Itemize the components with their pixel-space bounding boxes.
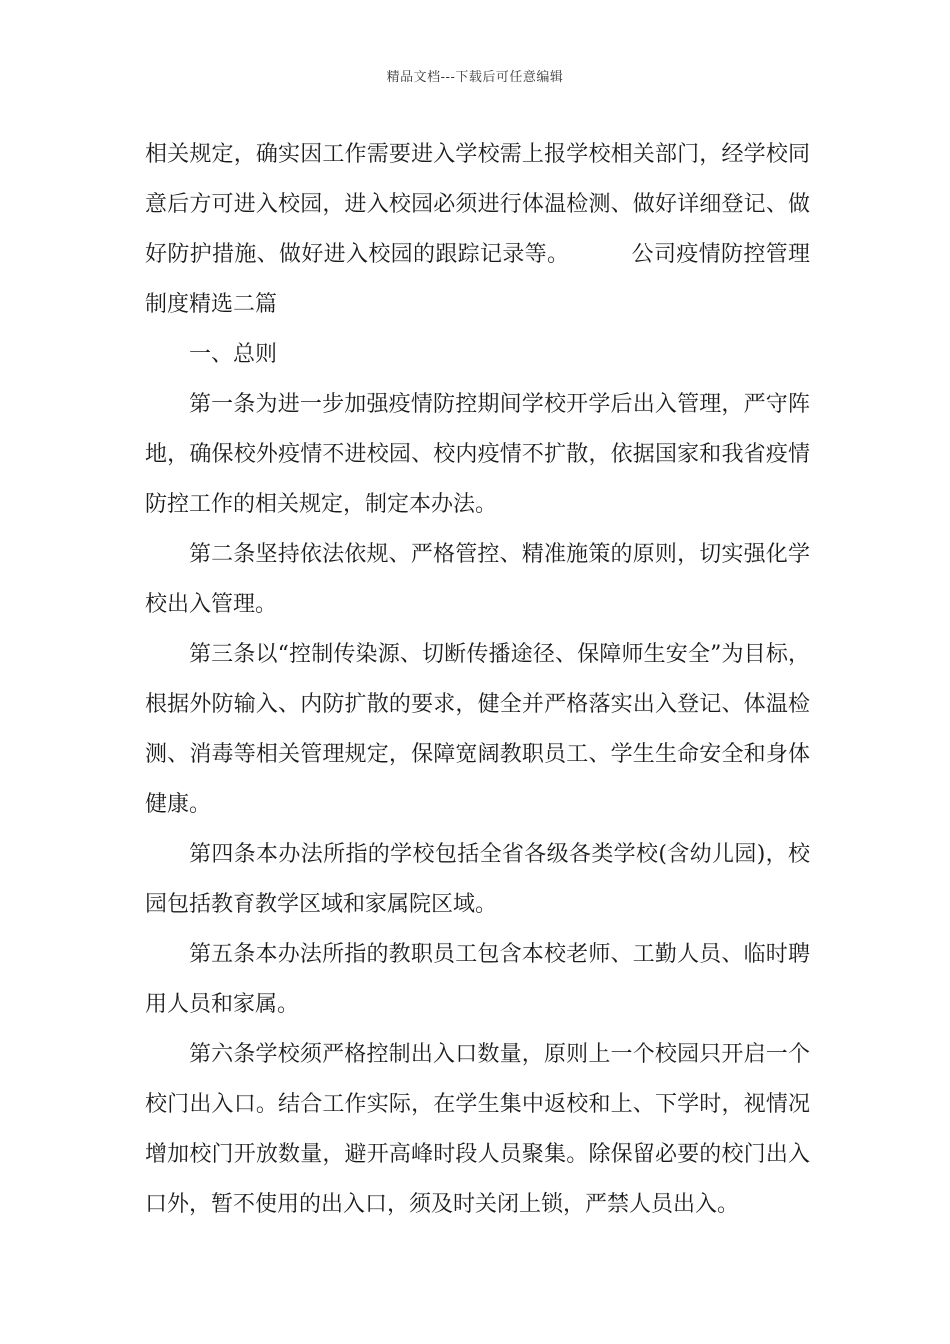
document-title: 公司疫情防控管理制度精选二篇 [145,242,810,317]
article-1: 第一条为进一步加强疫情防控期间学校开学后出入管理，严守阵地，确保校外疫情不进校园、校内疫情不扩散，依据国家和我省疫情防控工作的相关规定，制定本办法。 [145,392,810,517]
paragraph-continuation-text: 相关规定，确实因工作需要进入学校需上报学校相关部门，经学校同意后方可进入校园，进入校园必须进行体温检测、做好详细登记、做好防护措施、做好进入校园的跟踪记录等。 [145,142,810,267]
page-header: 精品文档---下载后可任意编辑 [386,70,564,85]
paragraph-continuation [145,130,810,330]
article-4: 第四条本办法所指的学校包括全省各级各类学校(含幼儿园)，校园包括教育教学区域和家属院区域。 [145,842,810,917]
section-heading: 一、总则 [189,342,278,367]
article-3: 第三条以“控制传染源、切断传播途径、保障师生安全”为目标，根据外防输入、内防扩散的要求，健全并严格落实出入登记、体温检测、消毒等相关管理规定，保障宽阔教职员工、学生生命安全和身体健康。 [145,642,810,817]
article-2: 第二条坚持依法依规、严格管控、精准施策的原则，切实强化学校出入管理。 [145,542,810,617]
document-body [145,130,810,1230]
article-5: 第五条本办法所指的教职员工包含本校老师、工勤人员、临时聘用人员和家属。 [145,942,810,1017]
article-6: 第六条学校须严格控制出入口数量，原则上一个校园只开启一个校门出入口。结合工作实际，在学生集中返校和上、下学时，视情况增加校门开放数量，避开高峰时段人员聚集。除保留必要的校门出入口外，暂不使用的出入口，须及时关闭上锁，严禁人员出入。 [145,1042,810,1217]
